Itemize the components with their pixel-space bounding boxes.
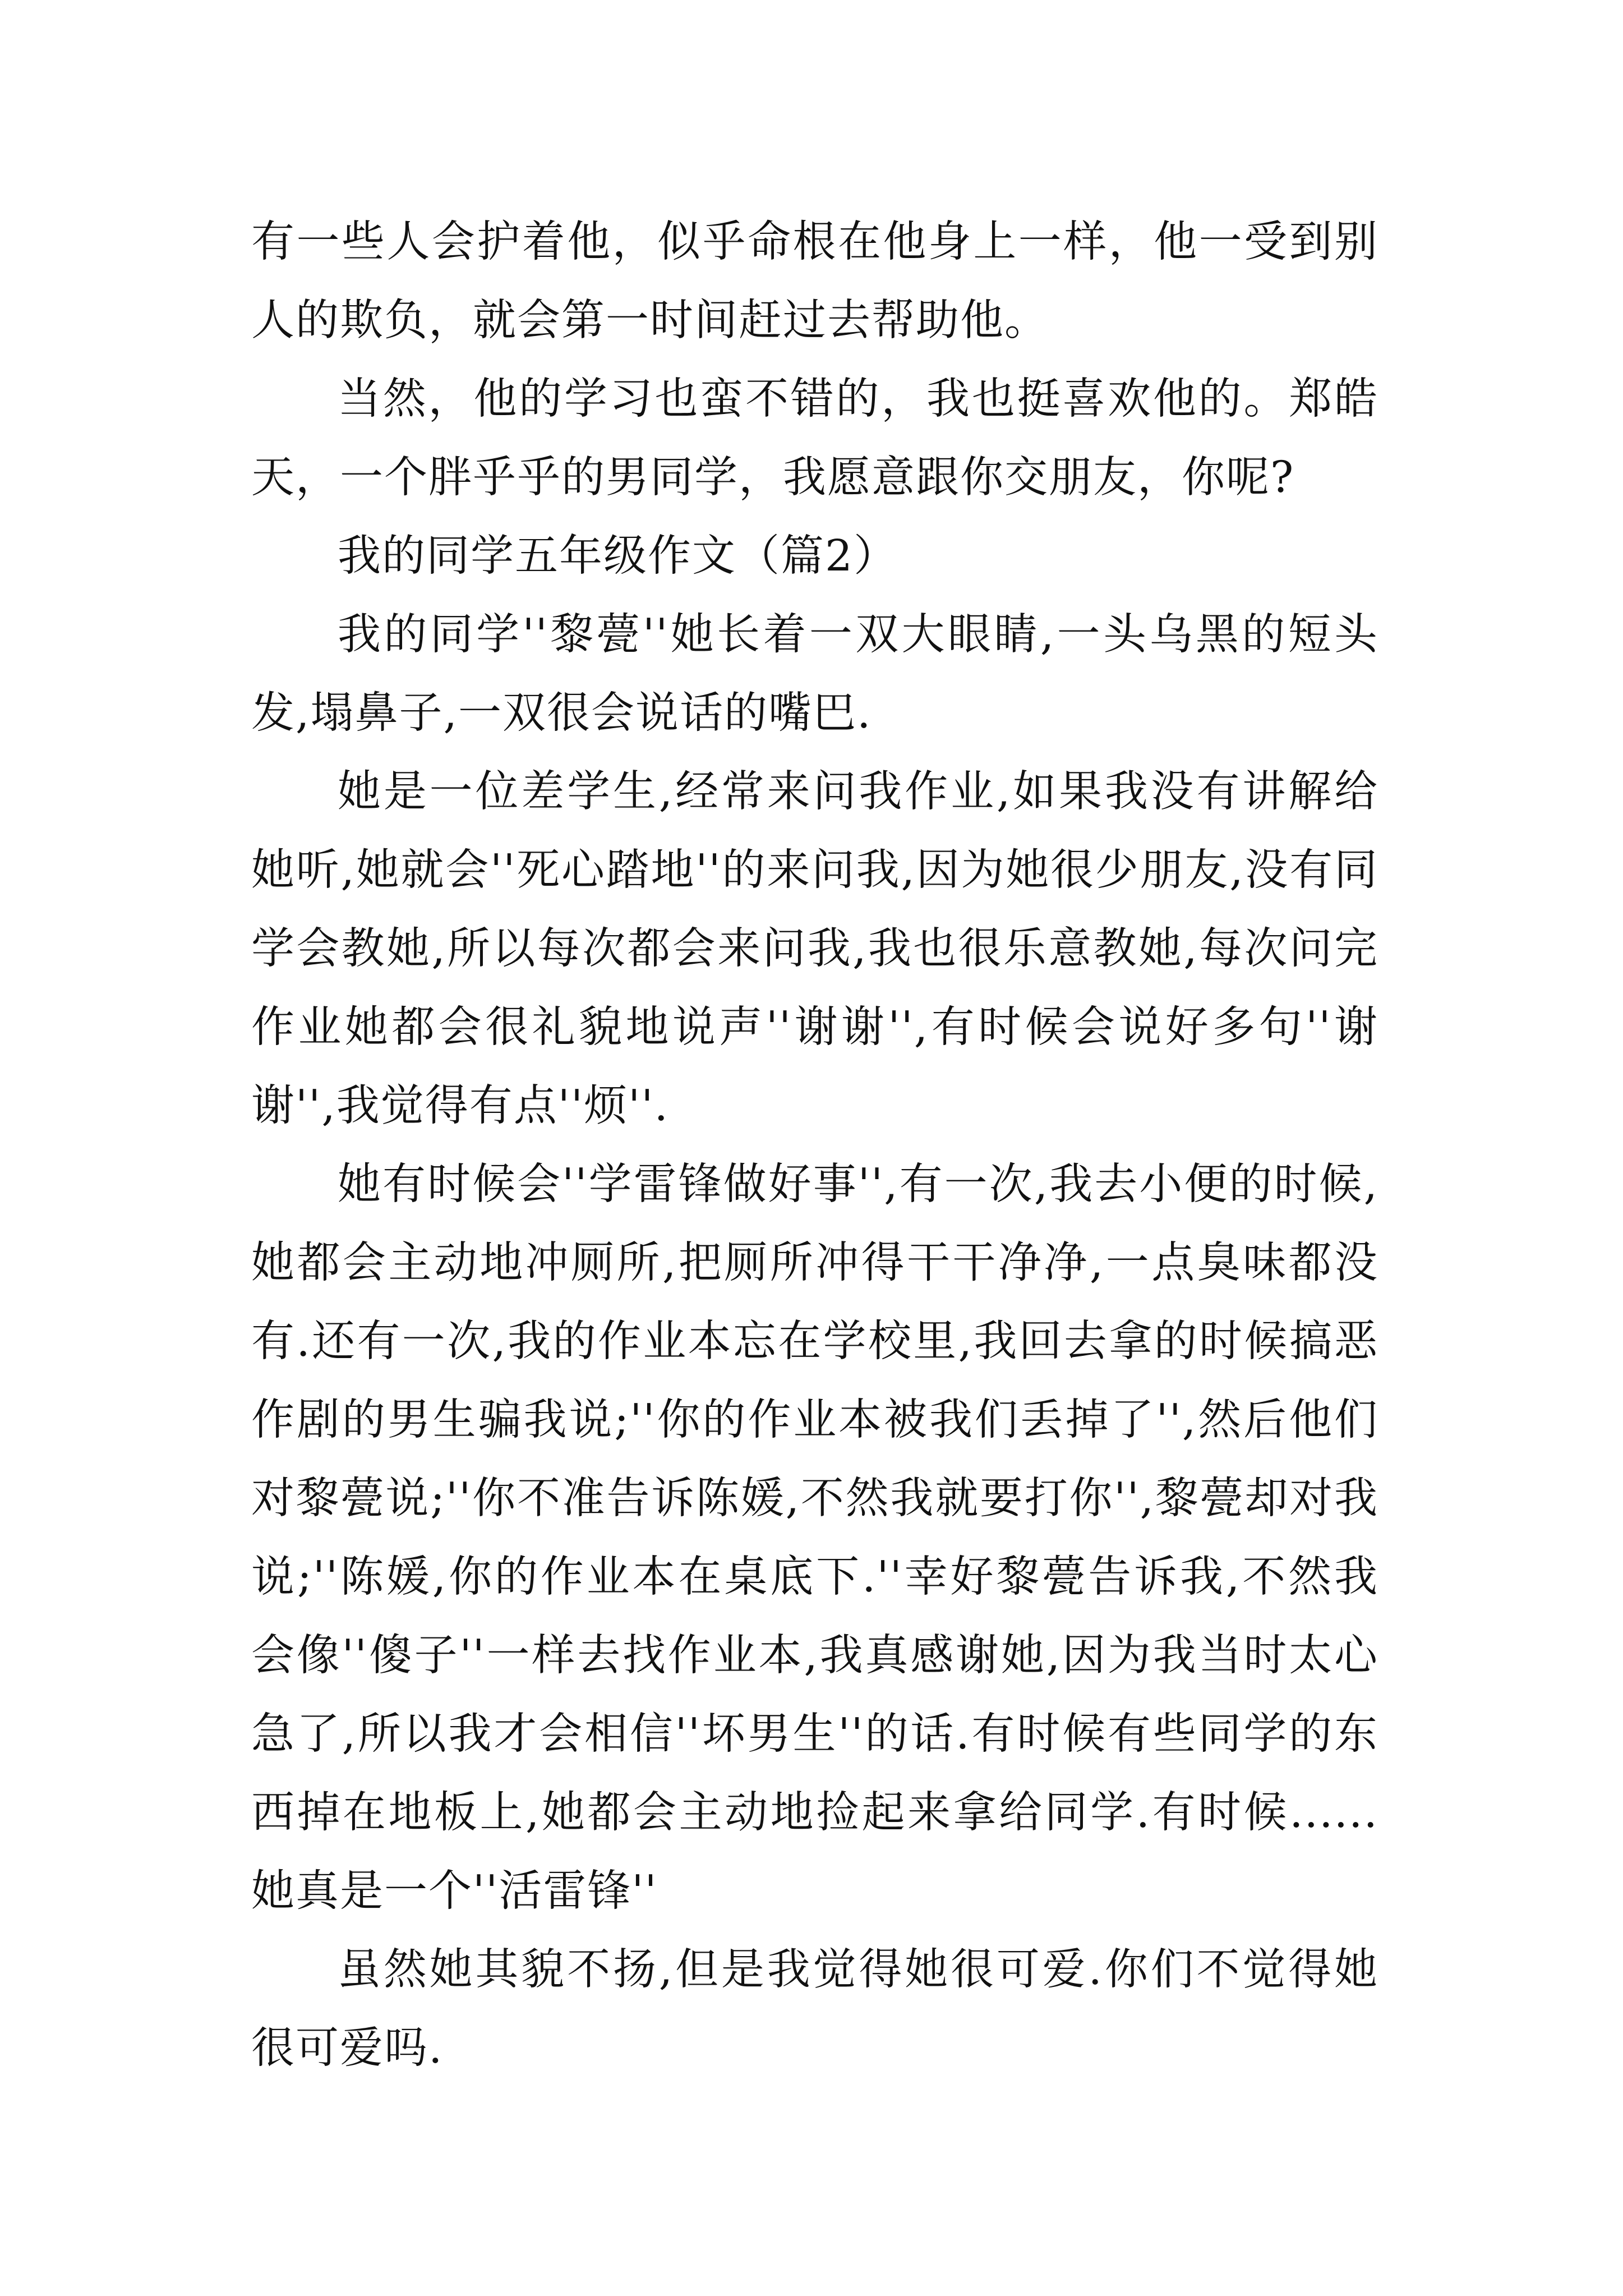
- paragraph: 她有时候会''学雷锋做好事'',有一次,我去小便的时候,她都会主动地冲厕所,把厕所冲得干干净净,一点臭味都没有.还有一次,我的作业本忘在学校里,我回去拿的时候搞恶作剧的男生骗我说;''你的作业本被我们丢掉了'',然后他们对黎甍说;''你不准告诉陈媛,不然我就要打你'',黎甍却对我说;''陈媛,你的作业本在桌底下.''幸好黎甍告诉我,不然我会像''傻子''一样去找作业本,我真感谢她,因为我当时太心急了,所以我才会相信''坏男生''的话.有时候有些同学的东西掉在地板上,她都会主动地捡起来拿给同学.有时候......她真是一个''活雷锋'': [251, 1159, 1378, 1916]
- paragraph: 我的同学''黎甍''她长着一双大眼睛,一头乌黑的短头发,塌鼻子,一双很会说话的嘴巴.: [251, 610, 1378, 738]
- paragraph-continuation: 有一些人会护着他，似乎命根在他身上一样，他一受到别人的欺负，就会第一时间赶过去帮助他。: [251, 217, 1378, 346]
- paragraph: 当然，他的学习也蛮不错的，我也挺喜欢他的。郑皓天，一个胖乎乎的男同学，我愿意跟你交朋友，你呢?: [251, 374, 1378, 503]
- article-body: [251, 203, 1378, 2088]
- paragraph: 虽然她其貌不扬,但是我觉得她很可爱.你们不觉得她很可爱吗.: [251, 1945, 1378, 2073]
- section-heading: 我的同学五年级作文（篇2）: [338, 531, 898, 581]
- paragraph: 她是一位差学生,经常来问我作业,如果我没有讲解给她听,她就会''死心踏地''的来问我,因为她很少朋友,没有同学会教她,所以每次都会来问我,我也很乐意教她,每次问完作业她都会很礼貌地说声''谢谢'',有时候会说好多句''谢谢'',我觉得有点''烦''.: [251, 767, 1378, 1131]
